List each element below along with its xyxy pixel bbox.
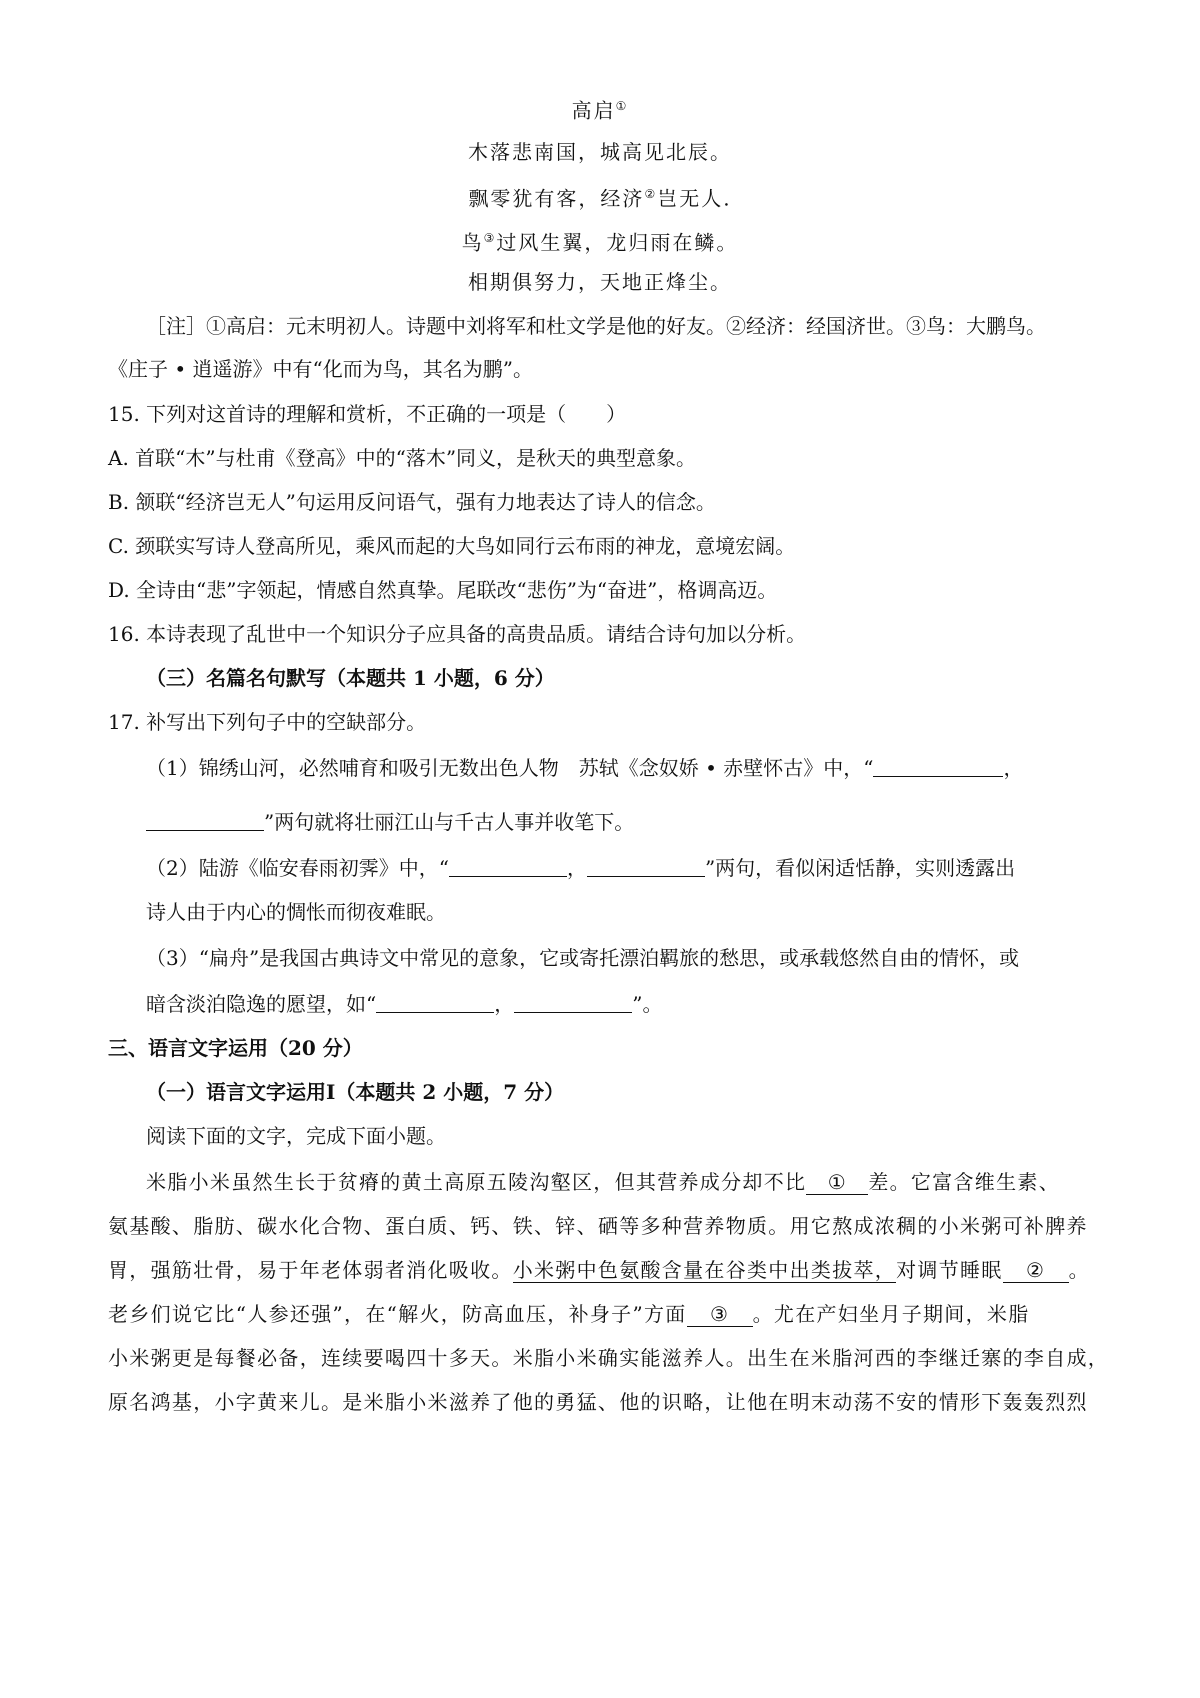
answer-blank[interactable]	[587, 856, 705, 877]
footnote-mark: ③	[483, 231, 497, 245]
poem-line-3: 鸟③过风生翼，龙归雨在鳞。	[461, 230, 739, 255]
question-17-stem: 17. 补写出下列句子中的空缺部分。	[108, 710, 427, 734]
reading-instruction: 阅读下面的文字，完成下面小题。	[146, 1124, 446, 1148]
passage-line-1: 米脂小米虽然生长于贫瘠的黄土高原五陵沟壑区，但其营养成分却不比 ① 差。它富含维生素、	[146, 1170, 1061, 1194]
part-three-heading: 三、语言文字运用（20 分）	[108, 1036, 363, 1060]
answer-blank[interactable]	[146, 810, 264, 831]
question-15-option-b[interactable]: B. 颔联“经济岂无人”句运用反问语气，强有力地表达了诗人的信念。	[108, 490, 716, 514]
question-15-stem: 15. 下列对这首诗的理解和赏析，不正确的一项是（ ）	[108, 402, 627, 426]
underlined-sentence: 小米粥中色氨酸含量在谷类中出类拔萃，	[512, 1258, 897, 1282]
passage-line-2: 氨基酸、脂肪、碳水化合物、蛋白质、钙、铁、锌、硒等多种营养物质。用它熬成浓稠的小米粥可补脾养	[108, 1214, 1088, 1238]
poem-note-line-1: ［注］①高启：元末明初人。诗题中刘将军和杜文学是他的好友。②经济：经国济世。③鸟：大鹏鸟。	[146, 314, 1046, 338]
question-17-part-2: （2）陆游《临安春雨初霁》中，“ ， ”两句，看似闲适恬静，实则透露出	[146, 856, 1016, 880]
poem-line-1: 木落悲南国，城高见北辰。	[468, 140, 732, 164]
question-15-option-d[interactable]: D. 全诗由“悲”字领起，情感自然真挚。尾联改“悲伤”为“奋进”，格调高迈。	[108, 578, 778, 602]
sub-section-heading: （一）语言文字运用Ⅰ（本题共 2 小题，7 分）	[146, 1080, 565, 1104]
question-17-part-3-cont: 暗含淡泊隐逸的愿望，如“ ， ”。	[146, 992, 663, 1016]
question-17-part-2-cont: 诗人由于内心的惆怅而彻夜难眠。	[146, 900, 446, 924]
question-17-part-1: （1）锦绣山河，必然哺育和吸引无数出色人物 苏轼《念奴娇 • 赤壁怀古》中，“ ，	[146, 756, 1024, 780]
poem-line-2: 飘零犹有客，经济②岂无人.	[468, 186, 732, 211]
passage-line-4: 老乡们说它比“人参还强”，在“解火，防高血压，补身子”方面 ③ 。尤在产妇坐月子期间，米脂	[108, 1302, 1030, 1326]
question-15-option-a[interactable]: A. 首联“木”与杜甫《登高》中的“落木”同义，是秋天的典型意象。	[108, 446, 697, 470]
answer-blank[interactable]	[873, 756, 1003, 777]
question-17-part-3: （3）“扁舟”是我国古典诗文中常见的意象，它或寄托漂泊羁旅的愁思，或承载悠然自由的情怀，或	[146, 946, 1020, 970]
answer-blank[interactable]	[449, 856, 567, 877]
passage-line-3: 胃，强筋壮骨，易于年老体弱者消化吸收。小米粥中色氨酸含量在谷类中出类拔萃，对调节睡眠 ② 。	[108, 1258, 1090, 1282]
question-16: 16. 本诗表现了乱世中一个知识分子应具备的高贵品质。请结合诗句加以分析。	[108, 622, 807, 646]
section-heading-recitation: （三）名篇名句默写（本题共 1 小题，6 分）	[146, 666, 555, 690]
poem-line-4: 相期俱努力，天地正烽尘。	[468, 270, 732, 294]
poem-author: 高启①	[571, 98, 629, 123]
question-15-option-c[interactable]: C. 颈联实写诗人登高所见，乘风而起的大鸟如同行云布雨的神龙，意境宏阔。	[108, 534, 796, 558]
answer-blank[interactable]	[376, 992, 494, 1013]
passage-line-6: 原名鸿基，小字黄来儿。是米脂小米滋养了他的勇猛、他的识略，让他在明末动荡不安的情形下轰轰烈烈	[108, 1390, 1088, 1414]
poem-note-line-2: 《庄子 • 逍遥游》中有“化而为鸟，其名为鹏”。	[108, 357, 533, 381]
question-17-part-1-cont: ”两句就将壮丽江山与千古人事并收笔下。	[146, 808, 634, 836]
blank-marker-2[interactable]: ②	[1003, 1258, 1069, 1283]
passage-line-5: 小米粥更是每餐必备，连续要喝四十多天。米脂小米确实能滋养人。出生在米脂河西的李继迁寨的李自成，	[108, 1346, 1110, 1370]
answer-blank[interactable]	[514, 992, 632, 1013]
blank-marker-3[interactable]: ③	[687, 1302, 753, 1327]
blank-marker-1[interactable]: ①	[806, 1170, 868, 1195]
footnote-mark: ②	[644, 187, 658, 201]
footnote-mark: ①	[615, 99, 629, 113]
